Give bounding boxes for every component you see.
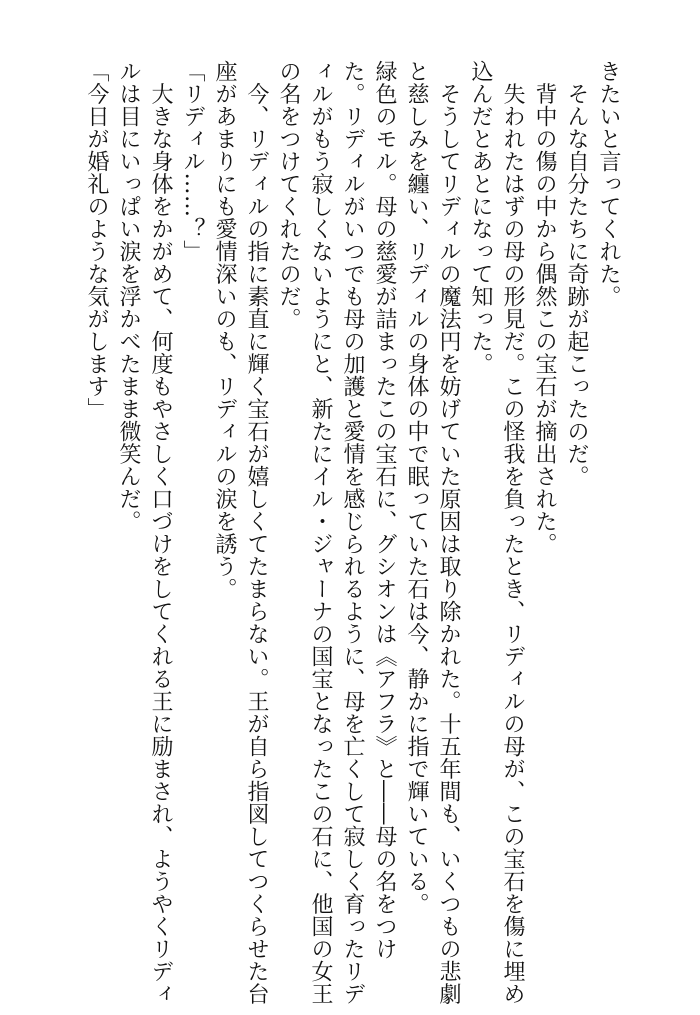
text-line: 失われたはずの母の形見だ。この怪我を負ったとき、リディルの母が、この宝石を傷に埋め	[500, 60, 525, 1005]
text-line: 「今日が婚礼のような気がします」	[84, 60, 109, 420]
text-line: 背中の傷の中から偶然この宝石が摘出された。	[532, 60, 557, 555]
text-line: 大きな身体をかがめて、何度もやさしく口づけをしてくれる王に励まされ、ようやくリディ	[148, 60, 173, 1005]
text-line: と慈しみを纏い、リディルの身体の中で眠っていた石は今、静かに指で輝いている。	[404, 60, 429, 915]
text-line: の名をつけてくれたのだ。	[276, 60, 301, 330]
vertical-text-block	[80, 60, 624, 1005]
text-line: きたいと言ってくれた。	[596, 60, 621, 308]
text-line: 今、リディルの指に素直に輝く宝石が嬉しくてたまらない。王が自ら指図してつくらせた台	[244, 60, 269, 1005]
text-line: そんな自分たちに奇跡が起こったのだ。	[564, 60, 589, 488]
text-line: た。リディルがいつでも母の加護と愛情を感じられるように、母を亡くして寂しく育ったリデ	[340, 60, 365, 1005]
text-line: ィルがもう寂しくないようにと、新たにイル・ジャーナの国宝となったこの石に、他国の女王	[308, 60, 333, 1005]
text-line: 緑色のモル。母の慈愛が詰まったこの宝石に、グシオンは《アフラ》と――母の名をつけ	[372, 60, 397, 960]
text-line: 「リディル……？」	[180, 60, 205, 263]
text-line: 座があまりにも愛情深いのも、リディルの涙を誘う。	[212, 60, 237, 600]
text-line: ルは目にいっぱい涙を浮かべたまま微笑んだ。	[116, 60, 141, 533]
text-line: そうしてリディルの魔法円を妨げていた原因は取り除かれた。十五年間も、いくつもの悲劇	[436, 60, 461, 1005]
text-line: 込んだとあとになって知った。	[468, 60, 493, 375]
